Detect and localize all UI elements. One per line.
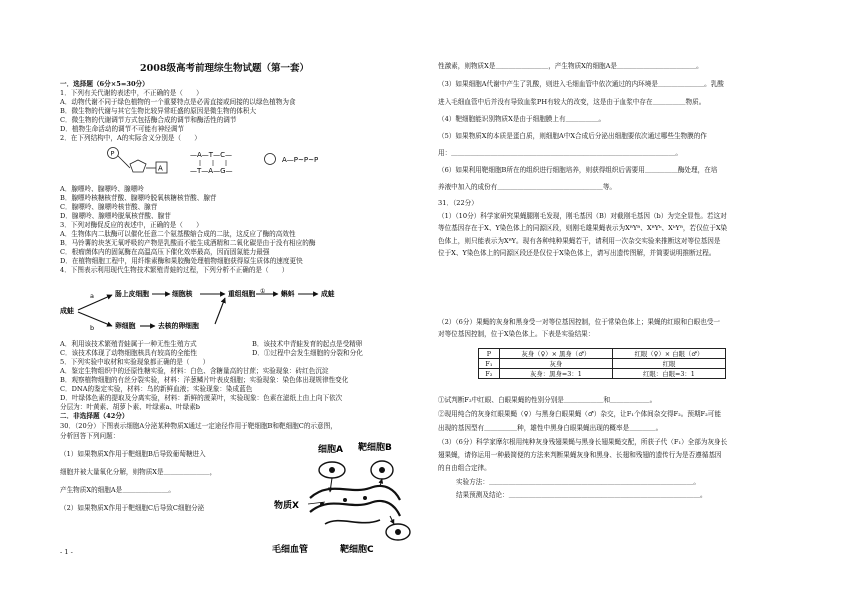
egg-cell-label: 卵细胞: [115, 322, 136, 330]
q31-part-1: （1）（10分）科学家研究果蝇腿刚毛发现，刚毛基因（B）对截刚毛基因（b）为完全显性。若这对: [438, 212, 727, 220]
q30-part-5: （5）如果物质X的本质是蛋白质，则细胞A中X合成后分泌出细胞要依次通过哪些生物膜的作: [438, 132, 707, 140]
q30-part-3: （3）如果细胞A代谢中产生了乳酸，则进入毛细血管中依次通过的内环境是＿＿＿＿＿＿＿。乳酸: [438, 80, 724, 88]
q31-part-2-item-2-cont: 出现的基因型有＿＿＿＿＿种，雄性中黑身白眼果蝇出现的概率是＿＿＿＿。: [438, 424, 663, 432]
q30-part-2-cont: 性激素，则物质X是＿＿＿＿＿＿＿＿，产生物质X的细胞A是＿＿＿＿＿＿＿＿＿＿＿＿。: [438, 62, 703, 70]
q1-option-a: A．动物代谢不同于绿色植物的一个重要特点是必需直接或间接的以绿色植物为食: [60, 98, 296, 106]
page-title: 2008级高考前理综生物试题（第一套）: [140, 63, 309, 74]
q31-part-3: （3）（6分）科学家摩尔根用纯种灰身残翅果蝇与黑身长翅果蝇交配，所获子代（F₁）全部为灰身长: [438, 438, 728, 446]
branch-a-label: a: [90, 292, 94, 300]
experiment-method: 实验方法：＿＿＿＿＿＿＿＿＿＿＿＿＿＿＿＿＿＿＿＿＿＿＿＿＿＿＿＿＿＿＿。: [456, 478, 700, 486]
capillary-label: 毛细血管: [272, 545, 309, 555]
question-30-cont: 分析回答下列问题：: [60, 432, 120, 440]
q31-part-1-cont: 等位基因存在于X、Y染色体上的同源区段，则刚毛雄果蝇表示为XᴮYᴮ、XᴮYᵇ、XᵇYᴮ，若仅位于X染: [438, 224, 728, 232]
table-row: [479, 349, 726, 359]
branch-b-label: b: [90, 324, 95, 332]
q30-part-6-cont: 养液中加入的成份有＿＿＿＿＿＿＿＿＿＿＿＿＿＿＿＿等。: [438, 183, 617, 191]
q4-option-b: B．该技术中青蛙发育的起点是受精卵: [252, 340, 363, 348]
question-2: 2．在下列结构中，A的实际含义分别是（ ）: [60, 134, 201, 142]
q4-option-a: A．利用该技术繁殖青蛙属于一种无性生殖方式: [60, 340, 197, 348]
dna-top-strand: —A—T—C—: [190, 151, 232, 159]
q30-part-4: （4）靶细胞能识别物质X是由于细胞膜上有＿＿＿＿＿。: [438, 115, 606, 123]
table-cell: P: [479, 349, 500, 359]
q2-option-b: B．腺嘌呤核糖核苷酸、腺嘌呤脱氧核糖核苷酸、腺苷: [60, 194, 217, 202]
substance-x-label: 物质X: [274, 501, 299, 511]
q1-option-b: B．微生物的代谢与其它生物比较异常旺盛的原因是微生物的体积大: [60, 107, 257, 115]
q5-option-d-cont: 分层为：叶黄素、胡萝卜素、叶绿素a、叶绿素b: [60, 403, 201, 411]
table-cell: F₁: [479, 359, 500, 369]
cross-results-table: [478, 348, 726, 379]
q2-option-c: C．腺嘌呤、腺嘌呤核苷酸、腺苷: [60, 203, 158, 211]
merge-arrow: [215, 298, 225, 324]
q2-option-d: D．腺嘌呤、腺嘌呤脱氧核苷酸、腺苷: [60, 212, 171, 220]
target-cell-c-label: 靶细胞C: [340, 545, 374, 555]
table-cell: 红眼：白眼=3：1: [612, 369, 725, 379]
q30-part-2: （2）如果物质X作用于靶细胞C后导致C细胞分泌: [60, 504, 205, 512]
q30-part-1: （1）如果物质X作用于靶细胞B后导致葡萄糖进入: [60, 450, 206, 458]
q1-option-c: C．微生物的代谢调节方式包括酶合成的调节和酶活性的调节: [60, 116, 237, 124]
q5-option-c: C．DNA的鉴定实验，材料：鸟的新鲜血液；实验现象：染成蓝色: [60, 385, 253, 393]
capillary-wall-lower: [325, 520, 380, 524]
q31-part-2-cont: 对等位基因控制，位于X染色体上。下表是实验结果：: [438, 330, 595, 338]
q31-part-2-item-2: ②现用纯合的灰身红眼果蝇（♀）与黑身白眼果蝇（♂）杂交，让F₁个体间杂交得F₂。预期F₂可能: [438, 410, 721, 418]
step-1-label: ①: [260, 288, 266, 295]
target-cell-b-label: 靶细胞B: [358, 443, 392, 453]
question-5: 5．下列实验中取材和实验现象都正确的是（ ）: [60, 358, 210, 366]
q3-option-b: B．马铃薯的块茎无氧呼吸的产物是乳酸而不能生成酒精和二氧化碳是由于没有相应的酶: [60, 239, 316, 247]
section-heading-2: 二．非选择题（42分）: [60, 412, 129, 420]
q30-part-1-cont: 细胞并被大量氧化分解，则物质X是＿＿＿＿＿＿＿，: [60, 468, 217, 476]
question-31: 31．（22分）: [438, 199, 478, 207]
arrow-a: [78, 295, 112, 310]
table-cell: F₂: [479, 369, 500, 379]
q4-option-d: D．①过程中会发生细胞的分裂和分化: [252, 349, 363, 357]
q1-option-d: D．植物生命活动的调节不可能有神经调节: [60, 125, 184, 133]
question-30: 30．（20分）下图表示细胞A分泌某种物质X通过一定途径作用于靶细胞B和靶细胞C的示意图，: [60, 422, 337, 430]
section-heading: 一．选择题（6分×5=30分）: [60, 80, 149, 88]
q4-option-c: C．该技术体现了动物细胞核具有较高的全能性: [60, 349, 197, 357]
q31-part-2-item-1: ①试判断F₂中红眼、白眼果蝇的性别分别是＿＿＿＿＿＿和＿＿＿＿＿＿。: [438, 396, 657, 404]
table-cell: 红眼: [612, 359, 725, 369]
table-cell: 灰身: [499, 359, 612, 369]
atp-a-circle: [265, 154, 276, 165]
q30-part-5-cont: 用：＿＿＿＿＿＿＿＿＿＿＿＿＿＿＿＿＿＿＿＿＿＿＿＿＿＿＿＿＿＿＿＿＿＿。: [438, 149, 682, 157]
q4-frog-cloning-figure: [60, 284, 390, 334]
frog-result-label: 成蛙: [321, 290, 335, 298]
q31-part-3-cont2: 的自由组合定律。: [438, 464, 491, 472]
q5-option-a: A．鉴定生物组织中的还原性糖实验，材料：白色、含糖量高的甘蔗；实验现象：砖红色沉淀: [60, 367, 329, 375]
q3-option-d: D．在植物细胞工程中，用纤维素酶和果胶酶处理植物细胞获得原生质体的速度更快: [60, 257, 303, 265]
frog-label: 成蛙: [60, 307, 74, 315]
dna-bottom-strand: —T—A—G—: [190, 167, 233, 175]
q30-part-6: （6）如果利用靶细胞B所在的组织进行细胞培养，则获得组织后需要用＿＿＿＿＿酶处理，在培: [438, 166, 718, 174]
q3-option-c: C．根瘤菌体内的固氮酶在高温高压下催化效率最高，因而固氮能力最强: [60, 248, 270, 256]
base-a-label: A: [158, 164, 163, 173]
question-3: 3．下列对酶促反应的表述中，正确的是（ ）: [60, 221, 203, 229]
recombined-cell-label: 重组细胞: [228, 290, 256, 298]
arrow-b: [78, 312, 112, 326]
bond-line: [118, 156, 130, 168]
q5-option-b: B．观察植物细胞的有丝分裂实验，材料：洋葱鳞片叶表皮细胞；实验现象：染色体出现规律性变化: [60, 376, 349, 384]
q31-part-1-cont2: 色体上，则只能表示为XᴮY。现有各种纯种果蝇若干，请利用一次杂交实验来推断这对等位基因是: [438, 237, 721, 245]
atp-structure: A—P~P~P: [282, 156, 319, 164]
table-cell: 红眼（♀）× 白眼（♂）: [612, 349, 725, 359]
table-cell: 灰身（♀）× 黑身（♂）: [499, 349, 612, 359]
q30-part-1-cont2: 产生物质X的细胞A是＿＿＿＿＿＿＿。: [60, 486, 175, 494]
q31-part-2: （2）（6分）果蝇的灰身和黑身受一对等位基因控制，位于常染色体上；果蝇的红眼和白眼也受一: [438, 318, 721, 326]
q30-part-3-cont: 进入毛细血管中后并没有导致血浆PH有较大的改变，这是由于血浆中存在＿＿＿＿＿物质。: [438, 98, 706, 106]
enucleated-egg-label: 去核的卵细胞: [158, 322, 199, 330]
ribose-ring: [130, 160, 146, 172]
q31-part-1-cont3: 位于X、Y染色体上的同源区段还是仅位于X染色体上，请写出遗传图解，并简要说明推断过程。: [438, 249, 716, 257]
question-1: 1．下列有关代谢的表述中，不正确的是（ ）: [60, 89, 203, 97]
q3-option-a: A．生物体内二肽酶可以催化任意二个氨基酸缩合成的二肽，这反应了酶的高效性: [60, 230, 296, 238]
phosphate-label: P: [110, 149, 115, 158]
q31-part-3-cont: 翅果蝇，请你运用一种最简便的方法来判断果蝇灰身和黑身、长翅和残翅的遗传行为是否遵循基因: [438, 451, 722, 459]
tadpole-label: 蝌蚪: [281, 290, 295, 298]
cell-a-label: 细胞A: [318, 445, 343, 455]
table-row: [479, 369, 726, 379]
result-prediction: 结果预测及结论：＿＿＿＿＿＿＿＿＿＿＿＿＿＿＿＿＿＿＿＿＿＿＿＿＿＿＿＿＿。: [456, 491, 707, 499]
q5-option-d: D．叶绿体色素的提取及分离实验，材料：新鲜的菠菜叶，实验现象：色素在滤纸上由上向下依次: [60, 394, 343, 402]
table-row: [479, 359, 726, 369]
capillary-wall-top: [310, 486, 400, 500]
nucleus-label: 细胞核: [172, 290, 193, 298]
q2-structures-figure: [100, 144, 330, 184]
page-number: - 1 -: [60, 548, 73, 556]
q30-cell-signaling-figure: [270, 440, 420, 555]
q2-option-a: A．腺嘌呤、腺嘌呤、腺嘌呤: [60, 185, 144, 193]
intestinal-cell-label: 肠上皮细胞: [115, 290, 149, 298]
question-4: 4．下图表示利用现代生物技术繁殖青蛙的过程，下列分析不正确的是（ ）: [60, 266, 289, 274]
table-cell: 灰身：黑身=3：1: [499, 369, 612, 379]
